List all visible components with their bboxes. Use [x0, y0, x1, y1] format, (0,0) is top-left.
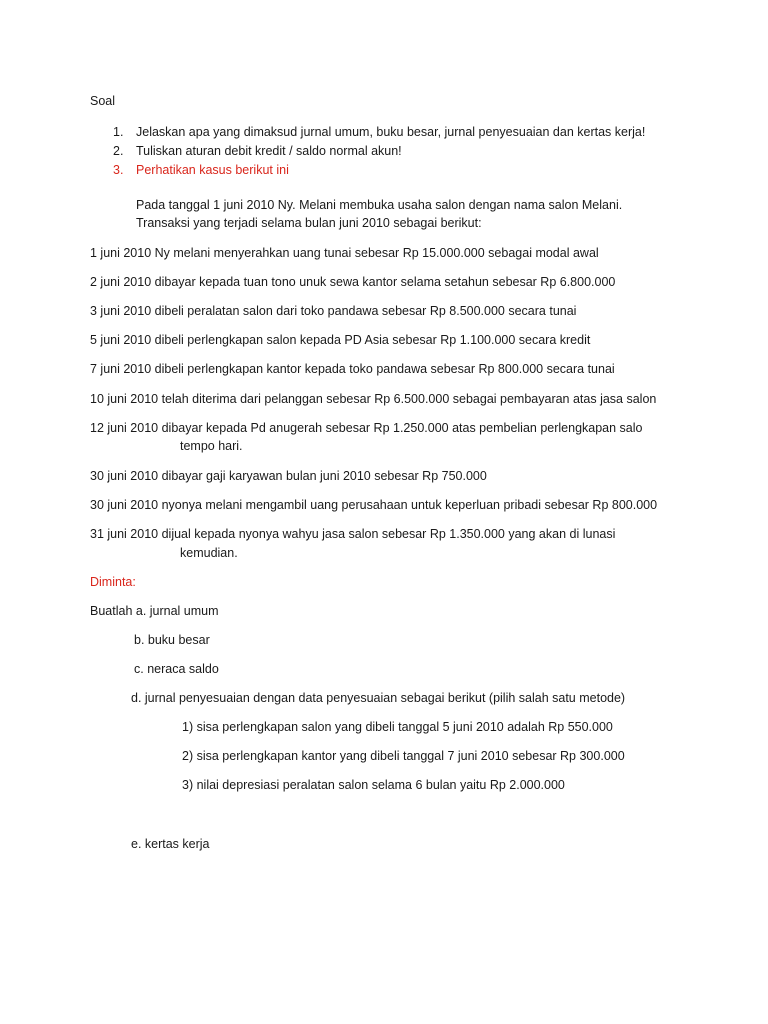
- transaction-8: 30 juni 2010 dibayar gaji karyawan bulan juni 2010 sebesar Rp 750.000: [90, 469, 487, 483]
- task-a: Buatlah a. jurnal umum: [90, 604, 219, 618]
- question-text-3: Perhatikan kasus berikut ini: [136, 163, 289, 177]
- task-d-item-1: 1) sisa perlengkapan salon yang dibeli tanggal 5 juni 2010 adalah Rp 550.000: [182, 720, 613, 734]
- transaction-6: 10 juni 2010 telah diterima dari pelanggan sebesar Rp 6.500.000 sebagai pembayaran atas jasa salon: [90, 392, 657, 406]
- question-number-1: 1.: [113, 125, 124, 139]
- diminta-label: Diminta:: [90, 575, 136, 589]
- question-number-3: 3.: [113, 163, 124, 177]
- transaction-7-continuation: tempo hari.: [180, 439, 243, 453]
- task-b: b. buku besar: [134, 633, 210, 647]
- transaction-9: 30 juni 2010 nyonya melani mengambil uang perusahaan untuk keperluan pribadi sebesar Rp 800.000: [90, 498, 658, 512]
- question-text-1: Jelaskan apa yang dimaksud jurnal umum, buku besar, jurnal penyesuaian dan kertas kerja!: [136, 125, 646, 139]
- transaction-1: 1 juni 2010 Ny melani menyerahkan uang tunai sebesar Rp 15.000.000 sebagai modal awal: [90, 246, 599, 260]
- heading-soal: Soal: [90, 94, 116, 108]
- transaction-2: 2 juni 2010 dibayar kepada tuan tono unuk sewa kantor selama setahun sebesar Rp 6.800.000: [90, 275, 616, 289]
- transaction-4: 5 juni 2010 dibeli perlengkapan salon kepada PD Asia sebesar Rp 1.100.000 secara kredit: [90, 333, 591, 347]
- task-c: c. neraca saldo: [134, 662, 219, 676]
- task-e: e. kertas kerja: [131, 837, 210, 851]
- question-text-2: Tuliskan aturan debit kredit / saldo normal akun!: [136, 144, 402, 158]
- task-d-item-3: 3) nilai depresiasi peralatan salon selama 6 bulan yaitu Rp 2.000.000: [182, 778, 565, 792]
- question-number-2: 2.: [113, 144, 124, 158]
- intro-line-2: Transaksi yang terjadi selama bulan juni 2010 sebagai berikut:: [136, 216, 482, 230]
- transaction-5: 7 juni 2010 dibeli perlengkapan kantor kepada toko pandawa sebesar Rp 800.000 secara tunai: [90, 362, 615, 376]
- intro-line-1: Pada tanggal 1 juni 2010 Ny. Melani membuka usaha salon dengan nama salon Melani.: [136, 198, 623, 212]
- transaction-10: 31 juni 2010 dijual kepada nyonya wahyu jasa salon sebesar Rp 1.350.000 yang akan di lunasi: [90, 527, 616, 541]
- transaction-3: 3 juni 2010 dibeli peralatan salon dari toko pandawa sebesar Rp 8.500.000 secara tunai: [90, 304, 577, 318]
- task-d-item-2: 2) sisa perlengkapan kantor yang dibeli tanggal 7 juni 2010 sebesar Rp 300.000: [182, 749, 625, 763]
- transaction-7: 12 juni 2010 dibayar kepada Pd anugerah sebesar Rp 1.250.000 atas pembelian perlengkapan salo: [90, 421, 643, 435]
- task-d: d. jurnal penyesuaian dengan data penyesuaian sebagai berikut (pilih salah satu metode): [131, 691, 626, 705]
- transaction-10-continuation: kemudian.: [180, 546, 238, 560]
